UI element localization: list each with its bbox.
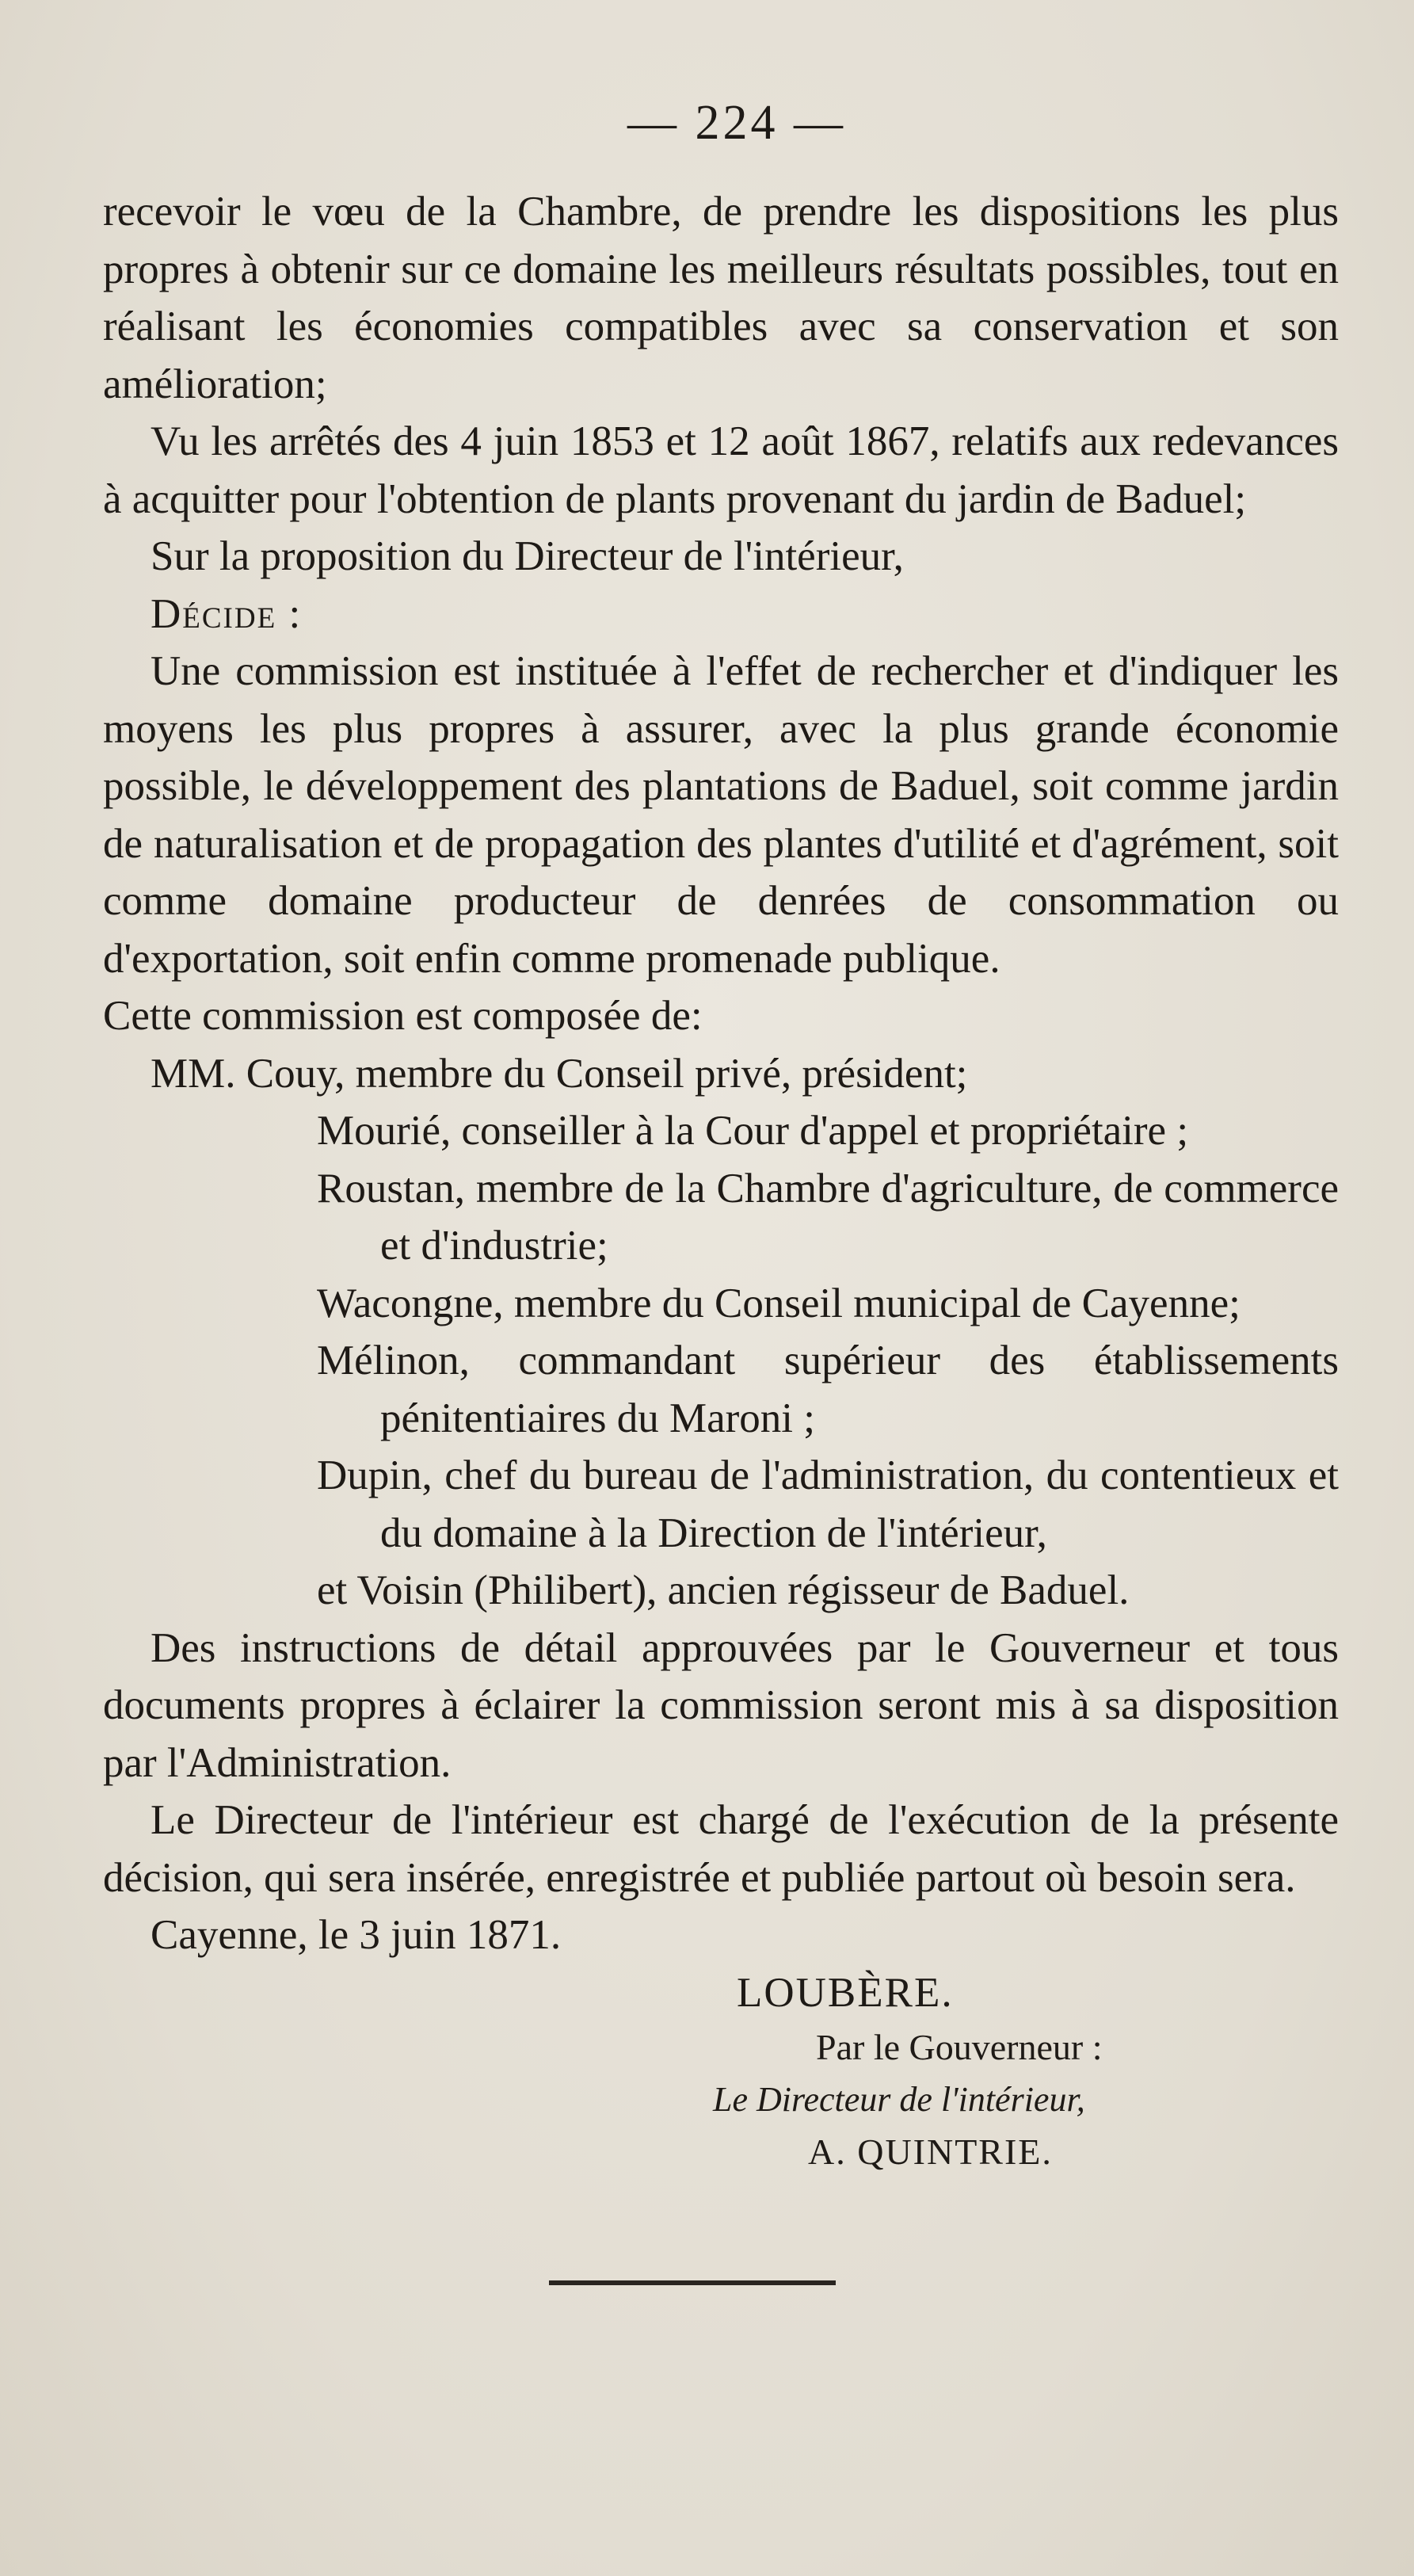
list-item: et Voisin (Philibert), ancien régisseur de Baduel. (317, 1567, 1130, 1613)
governor-signature: LOUBÈRE. (737, 1969, 954, 2016)
list-item: Mourié, conseiller à la Cour d'appel et propriétaire ; (317, 1108, 1189, 1154)
paragraph-commission: Une commission est instituée à l'effet de rechercher et d'indiquer les moyens les plus propres à assurer, avec la plus grande économie possible, le développement des plantations de Baduel, soit comme jardin de naturalisation et de propagation des plantes d'utilité et d'agrément, soit comme domaine producteur de denrées de consommation ou d'exportation, soit enfin comme promenade publique. (103, 648, 1339, 982)
list-item: Dupin, chef du bureau de l'administration, du contentieux et du domaine à la Direction de l'intérieur, (317, 1452, 1339, 1556)
signature-block (103, 1906, 1339, 2178)
list-item: Wacongne, membre du Conseil municipal de Cayenne; (317, 1280, 1241, 1326)
paragraph-continuation: recevoir le vœu de la Chambre, de prendre les dispositions les plus propres à obtenir sur ce domaine les meilleurs résultats possibles, tout en réalisant les économies compatibles avec sa conservation et son amélioration; (103, 189, 1339, 407)
decide-heading: Décide : (151, 590, 303, 637)
paragraph-vu-arretes: Vu les arrêtés des 4 juin 1853 et 12 août 1867, relatifs aux redevances à acquitter pour l'obtention de plants provenant du jardin de Baduel; (103, 418, 1339, 522)
closing-rule (549, 2280, 836, 2285)
text-body (103, 95, 1339, 2178)
paragraph-composition: Cette commission est composée de: (103, 993, 703, 1039)
par-le-gouverneur: Par le Gouverneur : (816, 2026, 1103, 2067)
signature-date: Cayenne, le 3 juin 1871. (151, 1912, 562, 1958)
list-item: Roustan, membre de la Chambre d'agriculture, de commerce et d'industrie; (317, 1165, 1339, 1269)
list-item: MM. Couy, membre du Conseil privé, président; (151, 1050, 968, 1097)
member-list (103, 1045, 1339, 1620)
paragraph-instructions: Des instructions de détail approuvées par le Gouverneur et tous documents propres à éclairer la commission seront mis à sa disposition par l'Administration. (103, 1624, 1339, 1786)
list-item: Mélinon, commandant supérieur des établissements pénitentiaires du Maroni ; (317, 1338, 1339, 1441)
director-role: Le Directeur de l'intérieur, (713, 2079, 1085, 2119)
paragraph-execution: Le Directeur de l'intérieur est chargé de l'exécution de la présente décision, qui sera insérée, enregistrée et publiée partout où besoin sera. (103, 1797, 1339, 1901)
paragraph-proposition: Sur la proposition du Directeur de l'intérieur, (151, 533, 904, 579)
page-number: — 224 — (627, 96, 846, 150)
director-signature: A. QUINTRIE. (808, 2131, 1053, 2172)
